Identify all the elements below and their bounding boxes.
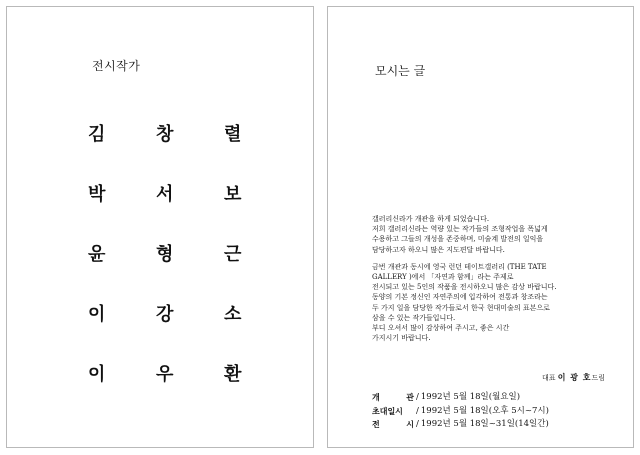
artist-4-char-1: 이 [88,304,106,325]
letter-paragraph-2 [372,262,620,344]
artist-3-char-2: 형 [156,244,174,265]
right-page [327,6,634,448]
schedule-value: 1992년 5월 18일(월요일) [420,392,521,402]
invitation-letter [372,214,620,350]
schedule-row-reception: 초대일시 / 1992년 5월 18일(오후 5시~7시) [372,405,549,419]
schedule-value: 1992년 5월 18일~31일(14일간) [420,419,549,429]
artist-2-char-1: 박 [88,184,106,205]
schedule-label: 개 관 [372,393,414,402]
artist-1-char-3: 렬 [224,124,242,145]
artist-3-char-3: 근 [224,244,242,265]
left-page [6,6,314,448]
schedule-value: 1992년 5월 18일(오후 5시~7시) [420,405,549,416]
artist-4-char-3: 소 [224,304,242,325]
artist-5-char-3: 환 [224,364,242,385]
signature [542,372,605,383]
artist-3-char-1: 윤 [88,244,106,265]
letter-paragraph-1 [372,214,620,255]
artist-5-char-1: 이 [88,364,106,385]
artist-1-char-2: 창 [156,124,174,145]
letter-line: 두 가지 일을 담당한 작가들로서 한국 현대미술의 표본으로 [372,303,550,312]
invitation-title: 모시는 글 [375,64,426,78]
artist-2-char-3: 보 [224,184,242,205]
letter-line: 가지시기 바랍니다. [372,334,431,343]
letter-line: 삼을 수 있는 작가들입니다. [372,313,456,322]
letter-line: GALLERY )에서 「자연과 함께」라는 주제로 [372,273,514,282]
letter-line: 금번 개관과 동시에 영국 런던 테이트갤러리 (THE TATE [372,262,547,271]
exhibition-schedule [372,391,549,432]
letter-line: 수용하고 그들의 개성을 존중하며, 미술계 발전의 일익을 [372,235,544,244]
artist-5-char-2: 우 [156,364,174,385]
signature-suffix: 드림 [591,374,605,382]
schedule-row-exhibition: 전 시 / 1992년 5월 18일~31일(14일간) [372,418,549,432]
letter-line: 저희 갤러리신라는 역량 있는 작가들의 조형작업을 폭넓게 [372,225,548,234]
schedule-label: 초대일시 [372,406,403,416]
artist-names-grid [88,124,292,424]
letter-line: 부디 오셔서 많이 감상하여 주시고, 좋은 시간 [372,324,510,333]
letter-line: 갤러리신라가 개관을 하게 되었습니다. [372,215,490,223]
artist-1-char-1: 김 [88,124,106,145]
letter-line: 전시되고 있는 5인의 작품을 전시하오니 많은 감상 바랍니다. [372,283,557,292]
schedule-label: 전 시 [372,420,414,429]
signature-prefix: 대표 [541,374,556,382]
artist-2-char-2: 서 [156,184,174,205]
letter-line: 동양의 기본 정신인 자연주의에 입각하여 전통과 창조라는 [372,293,548,302]
schedule-row-opening: 개 관 / 1992년 5월 18일(월요일) [372,391,549,405]
artists-title: 전시작가 [92,59,141,73]
letter-line: 담당하고자 하오니 많은 지도편달 바랍니다. [372,245,505,254]
artist-4-char-2: 강 [156,304,174,325]
signature-name: 이 광 호 [557,372,592,382]
